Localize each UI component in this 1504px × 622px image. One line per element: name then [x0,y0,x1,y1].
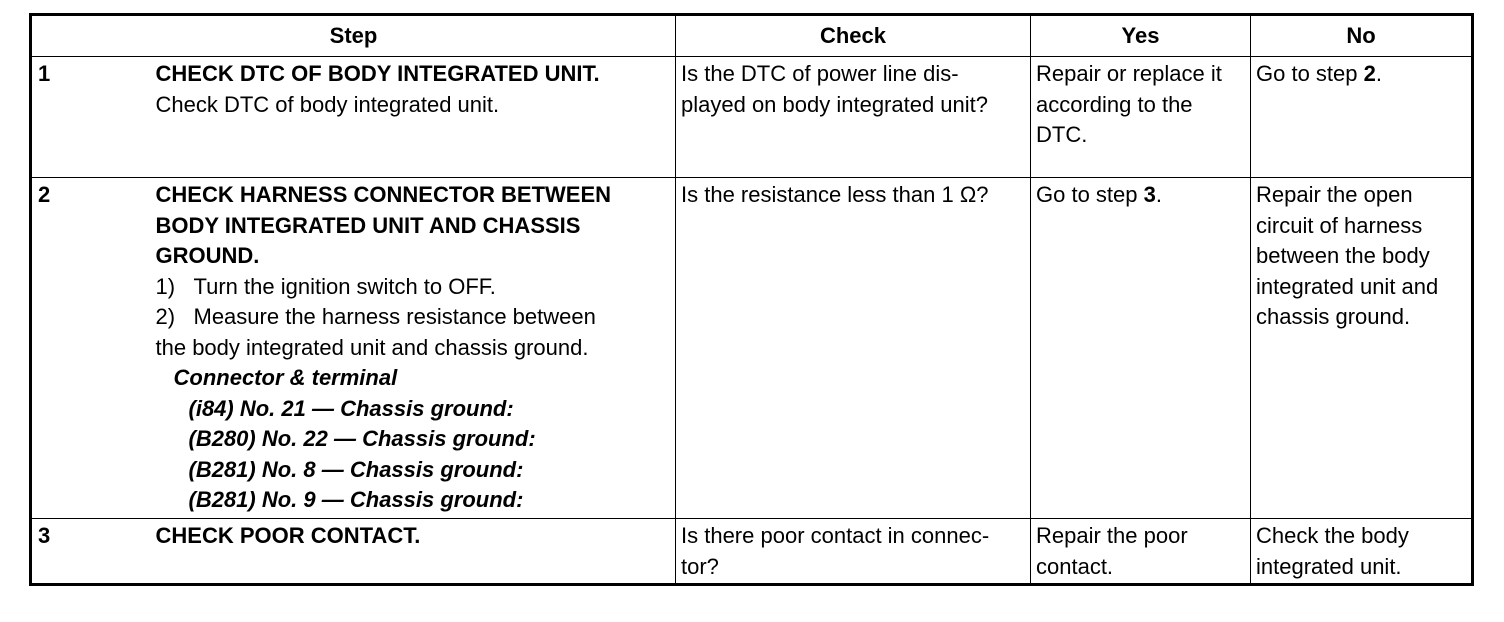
no-text-line: circuit of harness [1256,212,1423,238]
step-description [149,519,676,585]
check-cell [676,178,1031,519]
no-step-ref: 2 [1363,61,1376,86]
procedure-text: Turn the ignition switch to OFF. [193,273,496,299]
check-text-line: tor? [681,553,719,579]
step-text: Check DTC of body integrated unit. [155,91,500,117]
step-title-line: BODY INTEGRATED UNIT AND CHASSIS [155,212,581,238]
step-title-line: GROUND. [155,243,260,268]
header-yes: Yes [1031,15,1251,57]
no-cell [1251,57,1473,178]
step-number: 1 [31,57,149,178]
yes-text-suffix: . [1155,182,1162,207]
check-text: Is the resistance less than 1 Ω? [681,182,989,207]
check-text-line: Is there poor contact in connec- [681,523,990,548]
yes-cell [1031,57,1251,178]
step-title: CHECK POOR CONTACT. [155,523,421,548]
yes-step-ref: 3 [1143,182,1156,207]
connector-terminal-item: (B281) No. 9 — Chassis ground: [188,487,524,512]
procedure-item [156,302,676,333]
step-description [149,57,676,178]
yes-text-line: Repair the poor [1036,523,1188,548]
connector-terminal-item: (B281) No. 8 — Chassis ground: [188,456,524,482]
step-title: CHECK DTC OF BODY INTEGRATED UNIT. [155,61,600,86]
check-text-line: played on body integrated unit? [681,91,989,117]
table-row [31,57,1473,178]
no-text-line: chassis ground. [1256,304,1411,329]
connector-terminal-item: (i84) No. 21 — Chassis ground: [188,395,514,421]
procedure-item [156,272,676,303]
yes-cell [1031,519,1251,585]
no-text-line: Repair the open [1256,182,1413,207]
header-no: No [1251,15,1473,57]
yes-cell [1031,178,1251,519]
no-text-suffix: . [1375,61,1382,86]
procedure-number: 2) [155,304,176,329]
yes-text-line: according to the [1036,91,1193,117]
procedure-number: 1) [155,273,176,299]
check-cell [676,519,1031,585]
step-description [149,178,676,519]
step-title-line: CHECK HARNESS CONNECTOR BETWEEN [155,182,612,207]
procedure-continuation: the body integrated unit and chassis ground. [155,334,589,360]
no-cell [1251,519,1473,585]
diagnostic-procedure-table [29,13,1474,586]
header-row [31,15,1473,57]
table-row [31,519,1473,585]
yes-text-line: DTC. [1036,122,1088,147]
step-number: 3 [31,519,149,585]
step-number: 2 [31,178,149,519]
no-cell [1251,178,1473,519]
yes-text-line: contact. [1036,553,1114,579]
no-text-line: Check the body [1256,523,1409,548]
procedure-text: Measure the harness resistance between [193,304,596,329]
no-text-line: integrated unit and [1256,273,1439,299]
yes-text: Go to step [1036,182,1144,207]
check-text-line: Is the DTC of power line dis- [681,61,959,86]
no-text: Go to step [1256,61,1364,86]
connector-terminal-title: Connector & terminal [173,365,398,390]
table-row [31,178,1473,519]
check-cell [676,57,1031,178]
no-text-line: between the body [1256,243,1430,268]
header-check: Check [676,15,1031,57]
yes-text-line: Repair or replace it [1036,61,1222,86]
no-text-line: integrated unit. [1256,553,1402,579]
header-step: Step [31,15,676,57]
connector-terminal-item: (B280) No. 22 — Chassis ground: [188,426,536,451]
